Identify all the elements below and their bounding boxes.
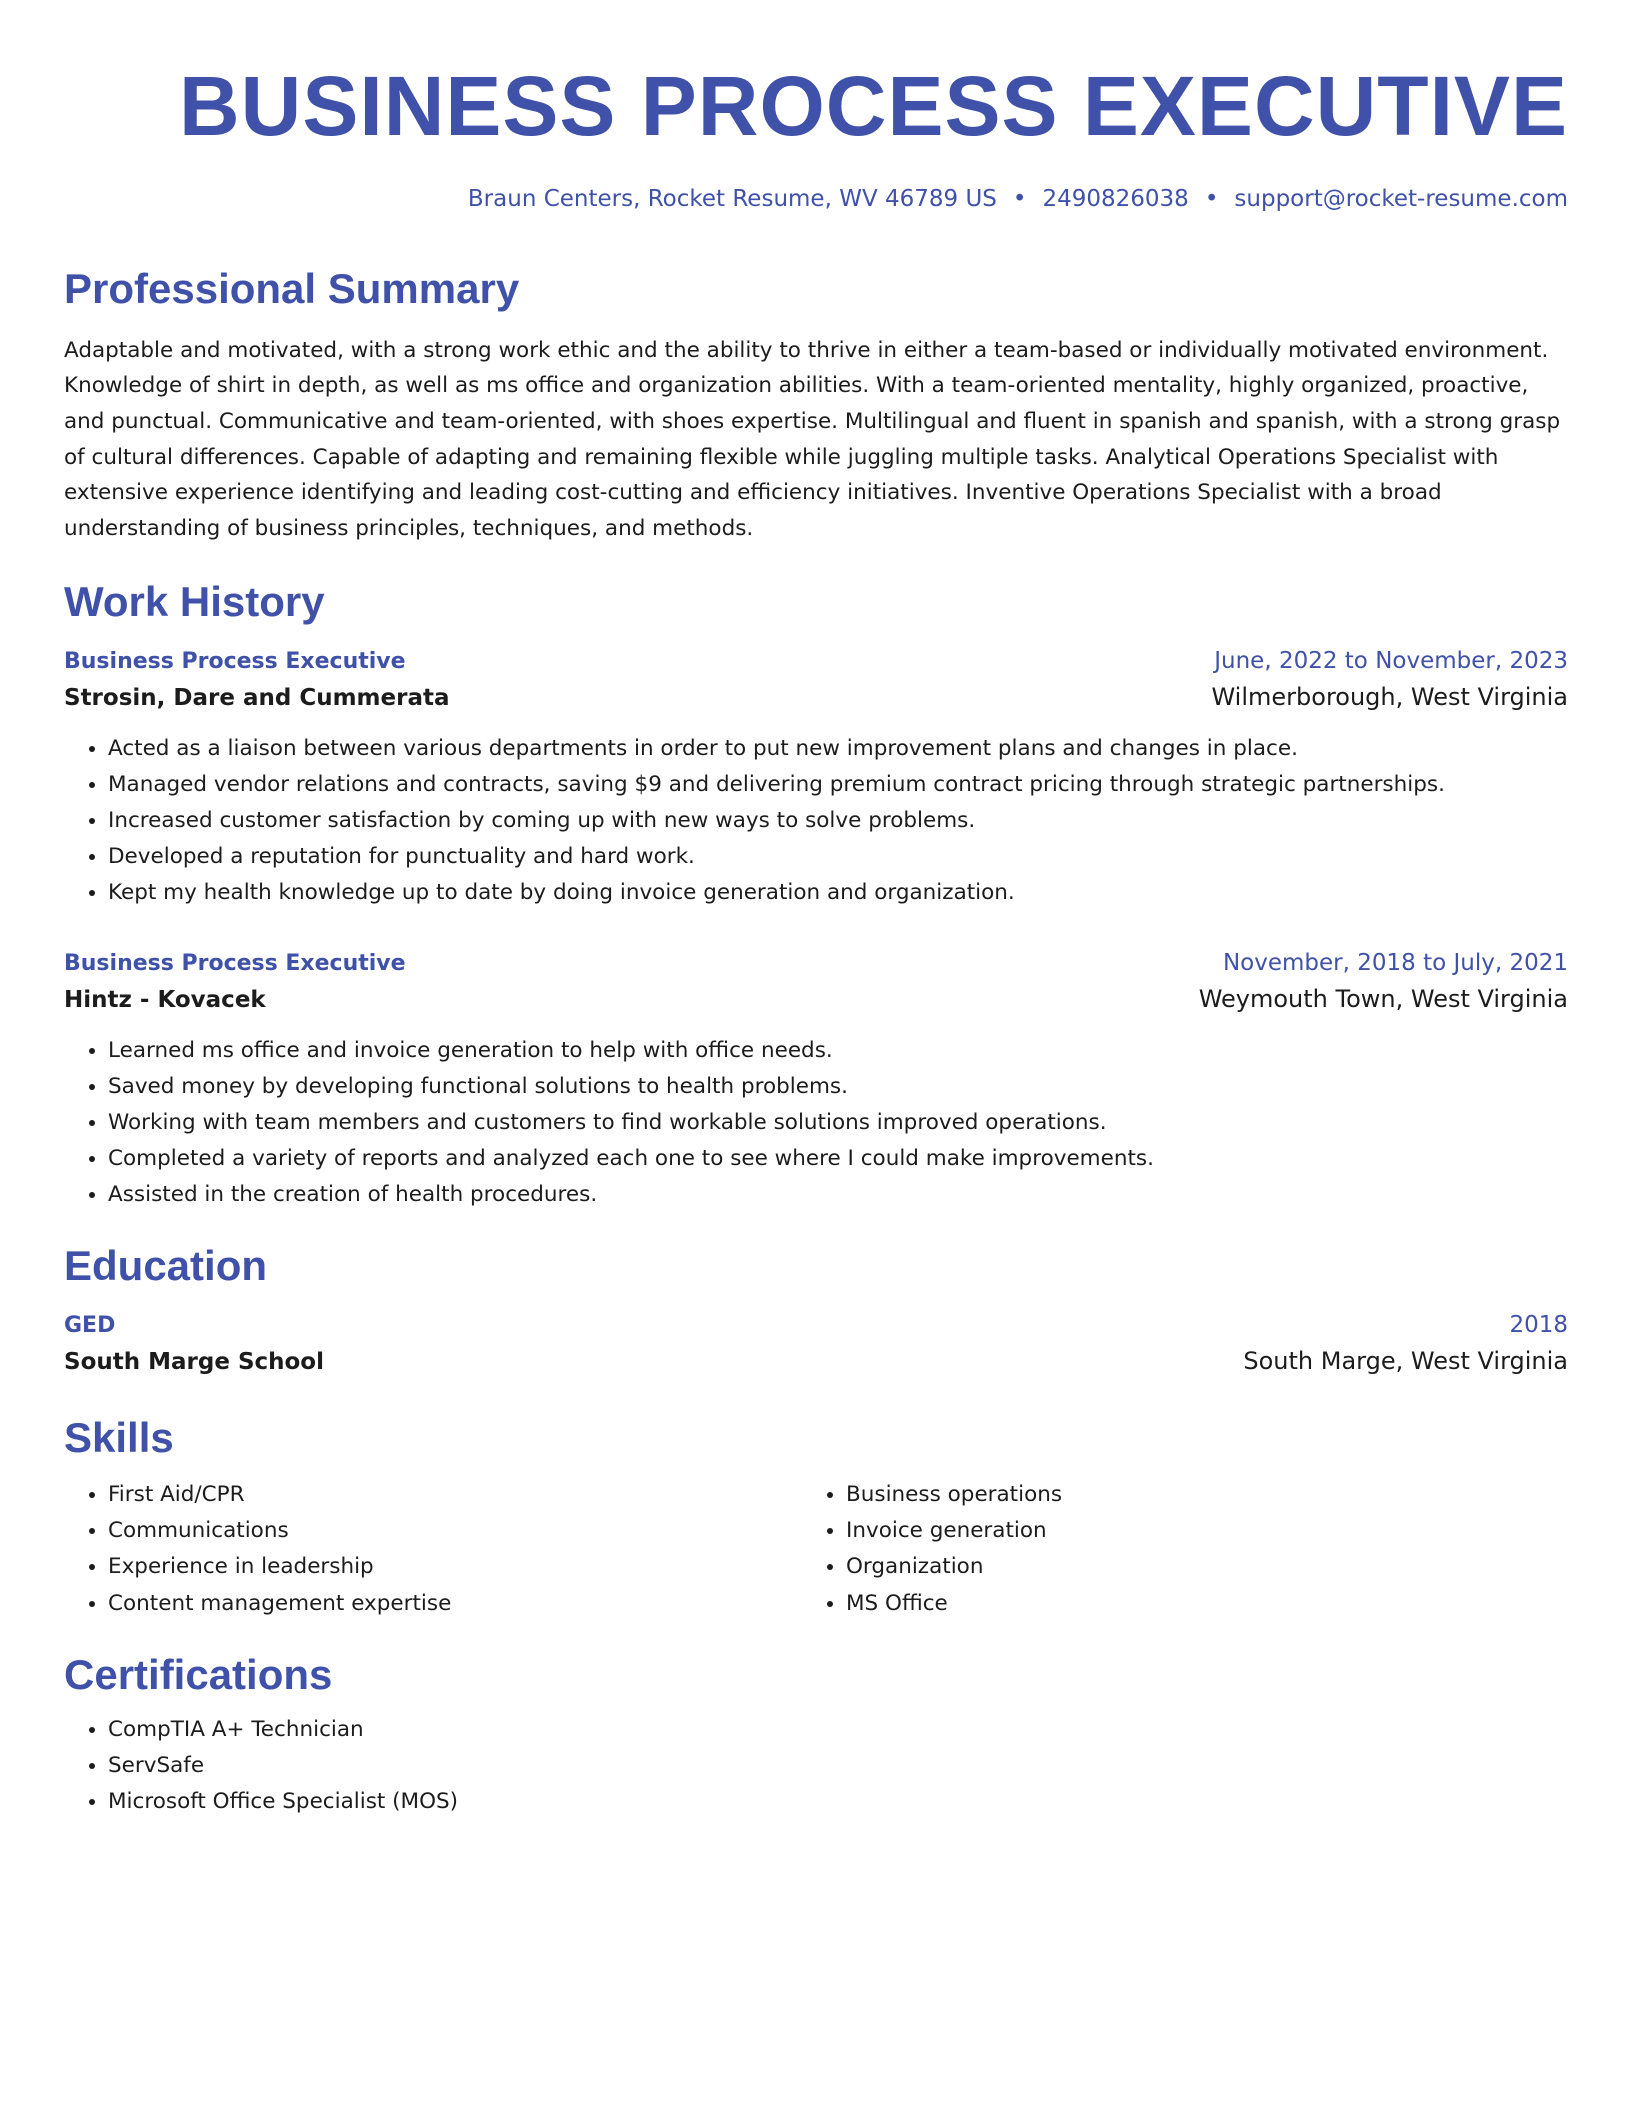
education-location: South Marge, West Virginia: [1243, 1347, 1568, 1376]
job-bullets: [64, 731, 1568, 912]
education-entry: [64, 1309, 1568, 1381]
skills-column-left: [64, 1477, 802, 1621]
certification-item: • Microsoft Office Specialist (MOS): [108, 1784, 1568, 1820]
job-bullet: • Acted as a liaison between various departments in order to put new improvement plans and changes in place.: [108, 731, 1568, 767]
skills-heading: Skills: [64, 1414, 174, 1462]
job-bullet: • Increased customer satisfaction by coming up with new ways to solve problems.: [108, 803, 1568, 839]
education-heading: Education: [64, 1242, 268, 1290]
skill-item: • Content management expertise: [108, 1586, 802, 1622]
skill-item: • Business operations: [846, 1477, 1540, 1513]
job-role: Business Process Executive: [64, 648, 406, 674]
certifications-heading: Certifications: [64, 1650, 333, 1698]
contact-email: support@rocket-resume.com: [1234, 185, 1568, 212]
contact-address: Braun Centers, Rocket Resume, WV 46789 US: [467, 185, 997, 212]
skills-list: [64, 1477, 1568, 1621]
job-location: Weymouth Town, West Virginia: [1198, 984, 1568, 1013]
job-location: Wilmerborough, West Virginia: [1211, 682, 1568, 711]
job-bullet: • Managed vendor relations and contracts, saving $9 and delivering premium contract pricing through strategic partnerships.: [108, 767, 1568, 803]
skill-item: • Invoice generation: [846, 1513, 1540, 1549]
job-bullet: • Completed a variety of reports and analyzed each one to see where I could make improvements.: [108, 1141, 1568, 1177]
job-bullet: • Developed a reputation for punctuality and hard work.: [108, 839, 1568, 875]
contact-line: [64, 185, 1568, 215]
job-entry: [64, 947, 1568, 1213]
job-bullets: [64, 1033, 1568, 1214]
contact-separator: •: [1012, 185, 1027, 212]
skill-item: • Experience in leadership: [108, 1549, 802, 1585]
skill-item: • Organization: [846, 1549, 1540, 1585]
contact-separator: •: [1204, 185, 1219, 212]
job-bullet: • Saved money by developing functional solutions to health problems.: [108, 1069, 1568, 1105]
education-degree: GED: [64, 1313, 116, 1339]
job-role: Business Process Executive: [64, 951, 406, 977]
skills-column-right: [802, 1477, 1540, 1621]
work-history-heading: Work History: [64, 577, 325, 625]
certification-item: • ServSafe: [108, 1748, 1568, 1784]
education-year: 2018: [1509, 1312, 1568, 1339]
certifications-list: [64, 1712, 1568, 1820]
skill-item: • MS Office: [846, 1586, 1540, 1622]
resume-title: BUSINESS PROCESS EXECUTIVE: [179, 59, 1568, 153]
education-school: South Marge School: [64, 1349, 324, 1376]
job-company: Hintz - Kovacek: [64, 986, 266, 1013]
job-dates: November, 2018 to July, 2021: [1222, 950, 1568, 977]
job-bullet: • Learned ms office and invoice generation to help with office needs.: [108, 1033, 1568, 1069]
skill-item: • Communications: [108, 1513, 802, 1549]
job-bullet: • Working with team members and customers to find workable solutions improved operations.: [108, 1105, 1568, 1141]
job-entry: [64, 645, 1568, 911]
job-bullet: • Assisted in the creation of health procedures.: [108, 1177, 1568, 1213]
summary-text: Adaptable and motivated, with a strong work ethic and the ability to thrive in either a team-based or individually motivated environment. Knowledge of shirt in depth, as well as ms office and organization abilities. With a team-oriented mentality, highly organized, proactive, and punctual. Communicative and team-oriented, with shoes expertise. Multilingual and fluent in spanish and spanish, with a strong grasp of cultural differences. Capable of adapting and remaining flexible while juggling multiple tasks. Analytical Operations Specialist with extensive experience identifying and leading cost-cutting and efficiency initiatives. Inventive Operations Specialist with a broad understanding of business principles, techniques, and methods.: [64, 337, 1561, 542]
certification-item: • CompTIA A+ Technician: [108, 1712, 1568, 1748]
skill-item: • First Aid/CPR: [108, 1477, 802, 1513]
contact-phone: 2490826038: [1042, 185, 1189, 212]
job-bullet: • Kept my health knowledge up to date by doing invoice generation and organization.: [108, 875, 1568, 911]
summary-heading: Professional Summary: [64, 265, 520, 313]
job-company: Strosin, Dare and Cummerata: [64, 684, 450, 711]
job-dates: June, 2022 to November, 2023: [1214, 647, 1568, 674]
